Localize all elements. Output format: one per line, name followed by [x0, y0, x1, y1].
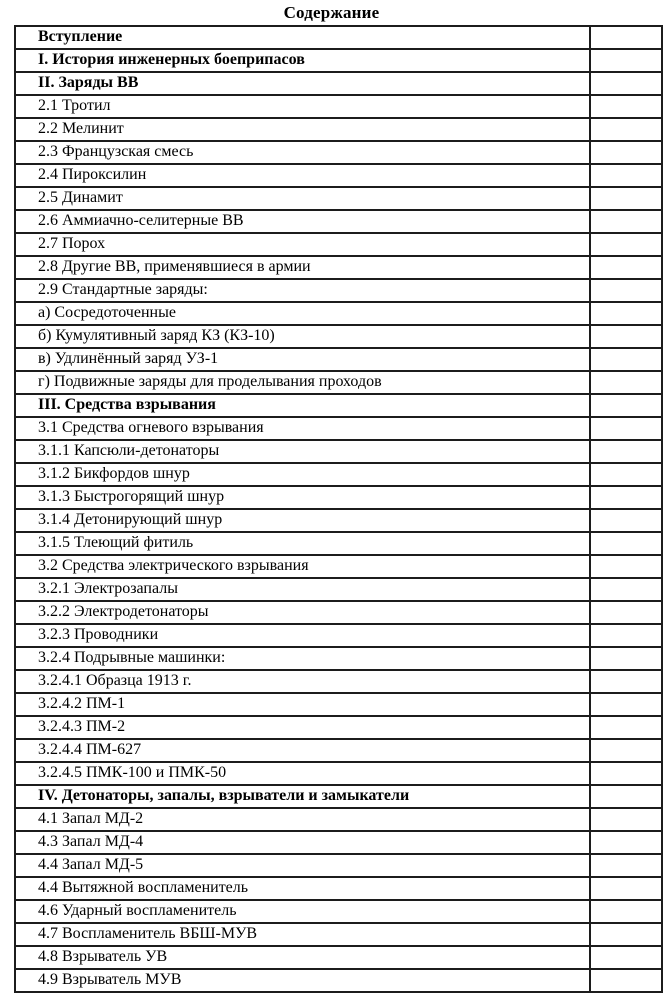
toc-entry-label: 3.2.2 Электродетонаторы [15, 601, 590, 624]
table-row [15, 49, 662, 72]
page-number-cell [590, 302, 662, 325]
page-number-cell [590, 716, 662, 739]
page-number-cell [590, 532, 662, 555]
toc-entry-label: 2.1 Тротил [15, 95, 590, 118]
table-row [15, 164, 662, 187]
page-number-cell [590, 141, 662, 164]
table-row [15, 210, 662, 233]
table-row [15, 693, 662, 716]
toc-entry-label: I. История инженерных боеприпасов [15, 49, 590, 72]
toc-entry-label: 3.1.3 Быстрогорящий шнур [15, 486, 590, 509]
page-number-cell [590, 279, 662, 302]
page-number-cell [590, 831, 662, 854]
table-row [15, 624, 662, 647]
page-number-cell [590, 371, 662, 394]
page-number-cell [590, 394, 662, 417]
table-row [15, 509, 662, 532]
toc-entry-label: 4.8 Взрыватель УВ [15, 946, 590, 969]
table-row [15, 279, 662, 302]
page-number-cell [590, 946, 662, 969]
page-number-cell [590, 72, 662, 95]
toc-entry-label: 3.2.4.5 ПМК-100 и ПМК-50 [15, 762, 590, 785]
table-row [15, 785, 662, 808]
toc-entry-label: 3.1.4 Детонирующий шнур [15, 509, 590, 532]
toc-entry-label: 4.7 Воспламенитель ВБШ-МУВ [15, 923, 590, 946]
table-row [15, 371, 662, 394]
table-row [15, 900, 662, 923]
page-number-cell [590, 210, 662, 233]
table-row [15, 486, 662, 509]
page-number-cell [590, 900, 662, 923]
toc-entry-label: 3.2.1 Электрозапалы [15, 578, 590, 601]
page-number-cell [590, 693, 662, 716]
toc-entry-label: 3.1.2 Бикфордов шнур [15, 463, 590, 486]
page-number-cell [590, 187, 662, 210]
table-row [15, 762, 662, 785]
table-row [15, 118, 662, 141]
toc-entry-label: 2.9 Стандартные заряды: [15, 279, 590, 302]
toc-entry-label: 4.6 Ударный воспламенитель [15, 900, 590, 923]
page-number-cell [590, 118, 662, 141]
page-number-cell [590, 348, 662, 371]
page-number-cell [590, 762, 662, 785]
page-number-cell [590, 463, 662, 486]
table-row [15, 946, 662, 969]
toc-entry-label: 3.2.4.3 ПМ-2 [15, 716, 590, 739]
page-number-cell [590, 670, 662, 693]
page-number-cell [590, 923, 662, 946]
page-number-cell [590, 26, 662, 49]
table-row [15, 325, 662, 348]
page-number-cell [590, 854, 662, 877]
toc-entry-label: Вступление [15, 26, 590, 49]
toc-entry-label: 2.5 Динамит [15, 187, 590, 210]
toc-entry-label: 4.1 Запал МД-2 [15, 808, 590, 831]
page-number-cell [590, 647, 662, 670]
toc-table [14, 25, 663, 993]
toc-entry-label: 4.4 Запал МД-5 [15, 854, 590, 877]
toc-entry-label: 3.2.4.4 ПМ-627 [15, 739, 590, 762]
table-row [15, 95, 662, 118]
page-number-cell [590, 578, 662, 601]
page-number-cell [590, 486, 662, 509]
table-row [15, 923, 662, 946]
toc-entry-label: б) Кумулятивный заряд КЗ (КЗ-10) [15, 325, 590, 348]
table-row [15, 26, 662, 49]
toc-entry-label: 4.4 Вытяжной воспламенитель [15, 877, 590, 900]
toc-entry-label: 2.4 Пироксилин [15, 164, 590, 187]
page-number-cell [590, 49, 662, 72]
table-row [15, 716, 662, 739]
page-number-cell [590, 785, 662, 808]
page-number-cell [590, 624, 662, 647]
page-number-cell [590, 877, 662, 900]
toc-entry-label: 3.1.1 Капсюли-детонаторы [15, 440, 590, 463]
page-number-cell [590, 555, 662, 578]
table-row [15, 440, 662, 463]
table-row [15, 969, 662, 992]
toc-entry-label: 3.1 Средства огневого взрывания [15, 417, 590, 440]
toc-entry-label: 2.3 Французская смесь [15, 141, 590, 164]
page-number-cell [590, 601, 662, 624]
toc-entry-label: 2.6 Аммиачно-селитерные ВВ [15, 210, 590, 233]
table-row [15, 601, 662, 624]
toc-entry-label: 2.7 Порох [15, 233, 590, 256]
table-row [15, 394, 662, 417]
table-row [15, 187, 662, 210]
page-number-cell [590, 417, 662, 440]
toc-entry-label: 3.2.4.1 Образца 1913 г. [15, 670, 590, 693]
toc-entry-label: 2.8 Другие ВВ, применявшиеся в армии [15, 256, 590, 279]
toc-entry-label: а) Сосредоточенные [15, 302, 590, 325]
table-row [15, 302, 662, 325]
table-row [15, 578, 662, 601]
table-row [15, 417, 662, 440]
toc-entry-label: III. Средства взрывания [15, 394, 590, 417]
toc-entry-label: 3.2.4.2 ПМ-1 [15, 693, 590, 716]
page-number-cell [590, 233, 662, 256]
toc-entry-label: 4.9 Взрыватель МУВ [15, 969, 590, 992]
table-row [15, 854, 662, 877]
toc-entry-label: 2.2 Мелинит [15, 118, 590, 141]
table-row [15, 348, 662, 371]
table-row [15, 141, 662, 164]
toc-entry-label: г) Подвижные заряды для проделывания проходов [15, 371, 590, 394]
table-row [15, 877, 662, 900]
toc-entry-label: IV. Детонаторы, запалы, взрыватели и замыкатели [15, 785, 590, 808]
table-row [15, 670, 662, 693]
toc-entry-label: II. Заряды ВВ [15, 72, 590, 95]
table-row [15, 233, 662, 256]
table-row [15, 72, 662, 95]
toc-body [15, 26, 662, 992]
toc-entry-label: 3.2.4 Подрывные машинки: [15, 647, 590, 670]
toc-entry-label: в) Удлинённый заряд УЗ-1 [15, 348, 590, 371]
page-number-cell [590, 969, 662, 992]
table-row [15, 532, 662, 555]
page-number-cell [590, 739, 662, 762]
page-title: Содержание [283, 3, 380, 22]
page-number-cell [590, 509, 662, 532]
table-row [15, 555, 662, 578]
page-number-cell [590, 808, 662, 831]
table-row [15, 463, 662, 486]
page-number-cell [590, 325, 662, 348]
table-row [15, 808, 662, 831]
toc-entry-label: 3.2.3 Проводники [15, 624, 590, 647]
table-row [15, 647, 662, 670]
table-row [15, 256, 662, 279]
page-number-cell [590, 164, 662, 187]
table-row [15, 739, 662, 762]
page-number-cell [590, 440, 662, 463]
toc-entry-label: 3.2 Средства электрического взрывания [15, 555, 590, 578]
page-number-cell [590, 256, 662, 279]
page-number-cell [590, 95, 662, 118]
table-row [15, 831, 662, 854]
toc-entry-label: 3.1.5 Тлеющий фитиль [15, 532, 590, 555]
toc-entry-label: 4.3 Запал МД-4 [15, 831, 590, 854]
